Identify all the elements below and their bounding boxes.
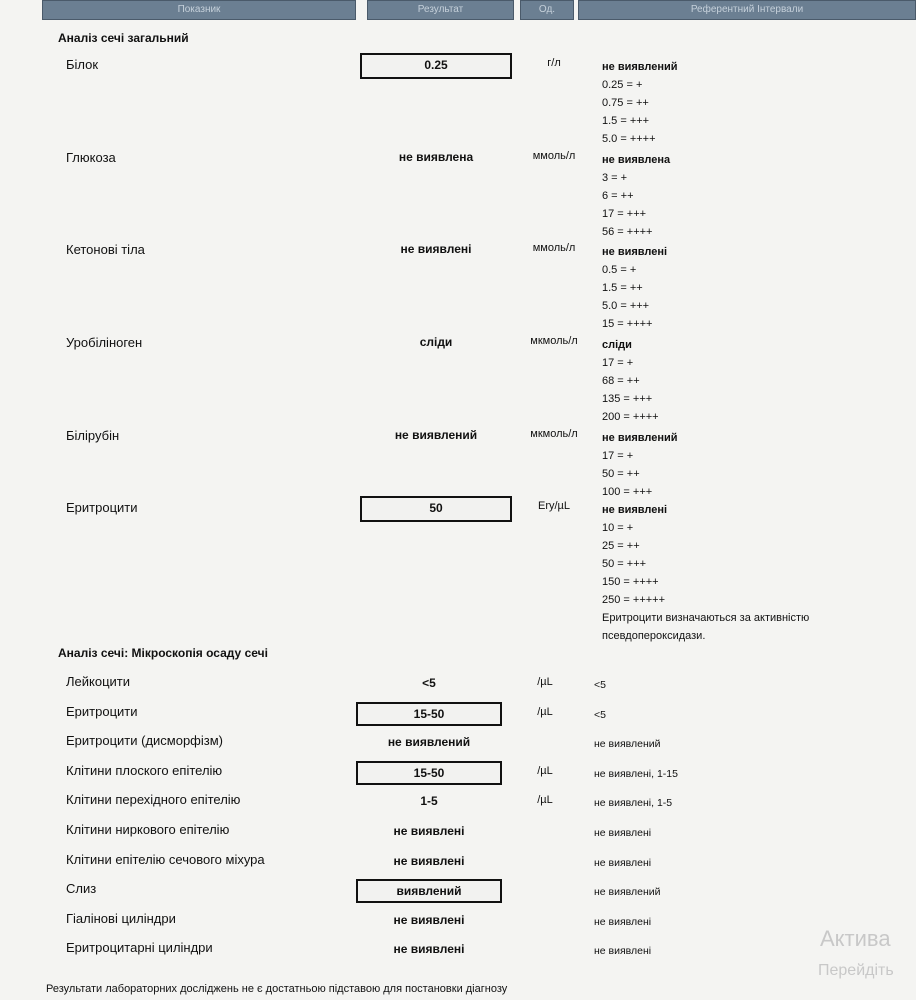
reference-line: 68 = ++ [602, 375, 640, 387]
reference-line: 25 = ++ [602, 540, 640, 552]
reference-line: 17 = + [602, 450, 634, 462]
reference-line: сліди [602, 339, 632, 351]
micro-row-unit: /µL [537, 676, 553, 688]
reference-line: не виявлена [602, 154, 671, 166]
general-row-result[interactable]: 0.25 [360, 53, 512, 79]
general-row-name: Уробіліноген [66, 335, 143, 350]
general-row-reference [602, 58, 678, 148]
general-row-unit: ммоль/л [532, 242, 576, 254]
section-title-general: Аналіз сечі загальний [58, 31, 189, 45]
reference-line: 200 = ++++ [602, 411, 659, 423]
micro-row-result: <5 [422, 676, 436, 690]
micro-row-result[interactable]: виявлений [356, 879, 502, 903]
micro-row-reference: не виявлені, 1-15 [594, 768, 678, 780]
micro-row-result: 1-5 [420, 794, 438, 808]
general-row-result[interactable]: 50 [360, 496, 512, 522]
micro-row-name: Клітини перехідного епітелію [66, 792, 241, 807]
micro-row-reference: не виявлені [594, 945, 652, 957]
general-row-unit: ммоль/л [532, 150, 576, 162]
reference-line: не виявлений [602, 432, 678, 444]
reference-line: Еритроцити визначаються за активністю [602, 612, 810, 624]
watermark-activation-sub: Перейдіть [818, 962, 894, 979]
micro-row-unit: /µL [537, 706, 553, 718]
header-col-unit[interactable]: Од. [520, 0, 574, 20]
micro-row-result: не виявлені [393, 942, 465, 956]
micro-row-result[interactable]: 15-50 [356, 761, 502, 785]
header-col-result[interactable]: Результат [367, 0, 514, 20]
watermark-activation: Актива [820, 926, 891, 951]
reference-line: 0.5 = + [602, 264, 637, 276]
micro-row-unit: /µL [537, 765, 553, 777]
general-row-unit: мкмоль/л [530, 335, 578, 347]
general-row-unit: Ery/µL [537, 500, 570, 512]
micro-row-reference: не виявлений [594, 886, 661, 898]
general-row-name: Білок [66, 57, 99, 72]
micro-row-name: Гіалінові циліндри [66, 911, 176, 926]
section-title-microscopy: Аналіз сечі: Мікроскопія осаду сечі [58, 646, 268, 660]
reference-line: 100 = +++ [602, 486, 653, 498]
reference-line: 135 = +++ [602, 393, 653, 405]
general-row-name: Кетонові тіла [66, 242, 145, 257]
micro-row-name: Еритроцити [66, 704, 138, 719]
reference-line: псевдопероксидази. [602, 630, 706, 642]
reference-line: 3 = + [602, 172, 628, 184]
general-row-reference [602, 151, 670, 241]
micro-row-reference: не виявлені [594, 916, 652, 928]
general-row-reference [602, 501, 809, 645]
micro-row-reference: не виявлені [594, 827, 652, 839]
micro-row-result: не виявлені [393, 824, 465, 838]
header-col-reference[interactable]: Референтний Інтервали [578, 0, 916, 20]
reference-line: 10 = + [602, 522, 634, 534]
general-row-reference [602, 336, 659, 426]
micro-row-reference: не виявлені, 1-5 [594, 797, 673, 809]
micro-row-result: не виявлений [387, 735, 471, 749]
reference-line: 15 = ++++ [602, 318, 653, 330]
micro-row-name: Слиз [66, 881, 97, 896]
micro-row-name: Лейкоцити [66, 674, 131, 689]
reference-line: 1.5 = ++ [602, 282, 643, 294]
reference-line: не виявлений [602, 61, 678, 73]
micro-row-name: Еритроцити (дисморфізм) [66, 733, 223, 748]
general-row-unit: мкмоль/л [530, 428, 578, 440]
reference-line: не виявлені [602, 246, 668, 258]
reference-line: 150 = ++++ [602, 576, 659, 588]
micro-row-reference: не виявлений [594, 738, 661, 750]
micro-row-name: Клітини ниркового епітелію [66, 822, 230, 837]
general-row-result: не виявлена [398, 150, 474, 164]
reference-line: 50 = ++ [602, 468, 640, 480]
micro-row-result: не виявлені [393, 913, 465, 927]
reference-line: 50 = +++ [602, 558, 647, 570]
general-row-name: Еритроцити [66, 500, 138, 515]
reference-line: 1.5 = +++ [602, 115, 650, 127]
header-col-indicator[interactable]: Показник [42, 0, 356, 20]
general-row-unit: г/л [547, 57, 561, 69]
reference-line: 5.0 = +++ [602, 300, 650, 312]
footer-disclaimer: Результати лабораторних досліджень не є достатньою підставою для постановки діагнозу [46, 983, 508, 995]
micro-row-name: Клітини епітелію сечового міхура [66, 852, 265, 867]
micro-row-name: Клітини плоского епітелію [66, 763, 223, 778]
general-row-reference [602, 243, 667, 333]
micro-row-reference: <5 [594, 679, 606, 691]
reference-line: 5.0 = ++++ [602, 133, 656, 145]
micro-row-result: не виявлені [393, 854, 465, 868]
reference-line: 6 = ++ [602, 190, 634, 202]
reference-line: 0.75 = ++ [602, 97, 649, 109]
reference-line: 56 = ++++ [602, 226, 653, 238]
reference-line: 250 = +++++ [602, 594, 666, 606]
reference-line: 0.25 = + [602, 79, 643, 91]
reference-line: 17 = + [602, 357, 634, 369]
general-row-name: Білірубін [66, 428, 120, 443]
micro-row-unit: /µL [537, 794, 553, 806]
reference-line: 17 = +++ [602, 208, 647, 220]
micro-row-reference: не виявлені [594, 857, 652, 869]
micro-row-name: Еритроцитарні циліндри [66, 940, 213, 955]
general-row-name: Глюкоза [66, 150, 116, 165]
general-row-result: не виявлений [394, 428, 478, 442]
general-row-result: не виявлені [400, 242, 472, 256]
general-row-result: сліди [419, 335, 453, 349]
micro-row-result[interactable]: 15-50 [356, 702, 502, 726]
general-row-reference [602, 429, 678, 501]
reference-line: не виявлені [602, 504, 668, 516]
micro-row-reference: <5 [594, 709, 606, 721]
